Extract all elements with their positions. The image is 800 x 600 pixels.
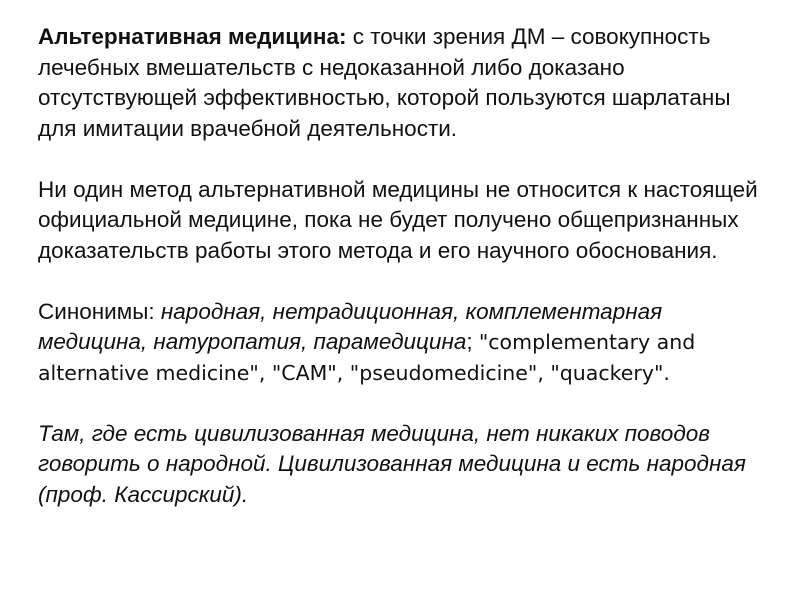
synonyms-paragraph: [38, 297, 763, 389]
synonyms-separator: ;: [466, 329, 479, 354]
methods-paragraph: Ни один метод альтернативной медицины не относится к настоящей официальной медицине, пока не будет получено общепризнанных доказательств работы этого метода и его научного обоснования.: [38, 176, 758, 263]
synonyms-italic-terms: народная, нетрадиционная, комплементарная медицина, натуропатия, парамедицина: [38, 298, 663, 354]
synonyms-english-terms: "complementary and alternative medicine", "CAM", "pseudomedicine", "quackery".: [38, 330, 696, 385]
slide-content: [38, 22, 763, 541]
definition-term: Альтернативная медицина: [38, 24, 339, 49]
definition-paragraph: [38, 22, 763, 144]
definition-text: с точки зрения ДМ – совокупность лечебных вмешательств с недоказанной либо доказано отсутствующей эффективностью, которой пользуются шарлатаны для имитации врачебной деятельности.: [38, 24, 731, 141]
synonyms-label: Синонимы:: [38, 298, 161, 324]
definition-colon: :: [338, 24, 347, 49]
quote-paragraph: Там, где есть цивилизованная медицина, нет никаких поводов говорить о народной. Цивилизованная медицина и есть народная (проф. Кассирский).: [38, 420, 746, 507]
